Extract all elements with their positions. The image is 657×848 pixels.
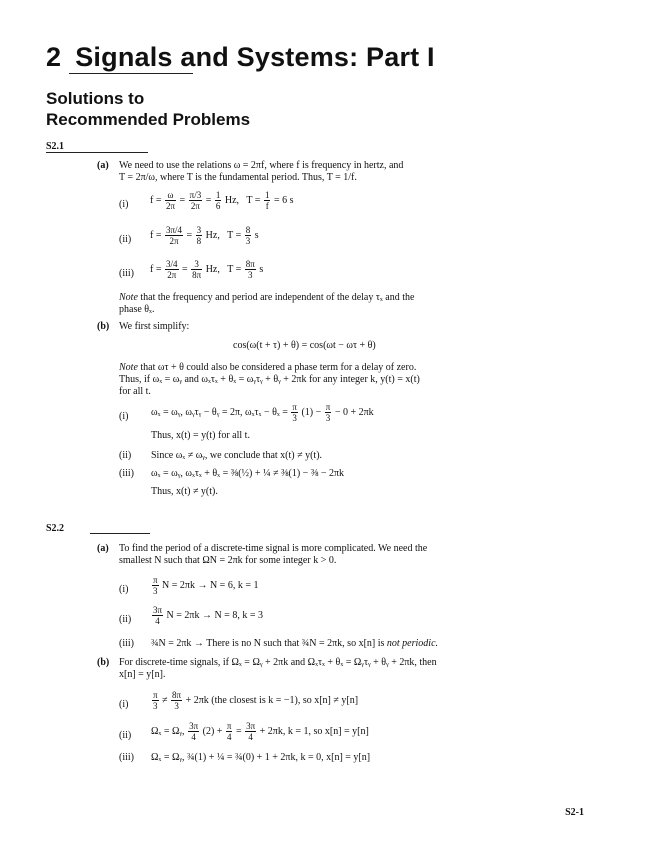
- chapter-title-text: Signals and Systems: Part I: [75, 42, 435, 72]
- text-line: We need to use the relations ω = 2πf, where f is frequency in hertz, and: [119, 160, 404, 171]
- denominator: 6: [215, 201, 221, 211]
- numerator: π: [226, 721, 232, 731]
- numerator: 8π: [245, 259, 255, 269]
- fraction: [245, 225, 252, 246]
- part-label: (a): [97, 160, 109, 171]
- eq-part: ¾N = 2πk → There is no N such that ¾N = 2πk, so x[n] is: [151, 638, 387, 649]
- item-label: (iii): [119, 638, 134, 649]
- text-line: Thus, x(t) ≠ y(t).: [151, 486, 218, 497]
- text-line: [151, 638, 438, 650]
- text-line: T = 2π/ω, where T is the fundamental period. Thus, T = 1/f.: [119, 172, 357, 183]
- part-label: (b): [97, 321, 110, 332]
- denominator: 2π: [167, 270, 177, 280]
- problem-label-s2-1: S2.1: [46, 141, 65, 152]
- problem-rule: [90, 533, 150, 534]
- denominator: 3: [325, 413, 331, 423]
- text-line: [119, 362, 416, 374]
- equation: [150, 190, 293, 211]
- denominator: 4: [155, 616, 160, 626]
- numerator: 1: [215, 190, 221, 200]
- eq-part: =: [205, 194, 212, 206]
- denominator: 4: [248, 732, 253, 742]
- text-line: x[n] = y[n].: [119, 669, 166, 680]
- eq-part: T =: [227, 263, 242, 275]
- text-line: Ωₓ = Ωᵧ, ¾(1) + ¼ = ¾(0) + 1 + 2πk, k = 0, x[n] = y[n]: [151, 752, 371, 763]
- item-label: (iii): [119, 752, 134, 763]
- eq-part: f =: [150, 194, 162, 206]
- numerator: π: [153, 690, 158, 700]
- denominator: 2π: [169, 236, 179, 246]
- eq-part: =: [179, 194, 186, 206]
- text-line: Since ωₓ ≠ ωᵧ, we conclude that x(t) ≠ y(t).: [151, 450, 323, 461]
- fraction: [291, 402, 298, 423]
- part-label: (b): [97, 657, 110, 668]
- numerator: 3π: [153, 605, 163, 615]
- equation: [151, 575, 258, 596]
- numerator: π: [292, 402, 297, 412]
- text-line: phase θₓ.: [119, 304, 155, 315]
- denominator: 8: [196, 236, 202, 246]
- denominator: 3: [248, 270, 253, 280]
- text-line: To find the period of a discrete-time signal is more complicated. We need the: [119, 543, 428, 554]
- numerator: 3π: [246, 721, 256, 731]
- denominator: 3: [174, 701, 179, 711]
- text-line: for all t.: [119, 386, 151, 397]
- title-underline: [69, 73, 193, 74]
- item-label: (ii): [119, 450, 132, 461]
- problem-rule: [46, 152, 148, 153]
- eq-part: − 0 + 2πk: [334, 406, 374, 418]
- numerator: 3π: [189, 721, 199, 731]
- eq-part: ≠: [162, 694, 168, 706]
- fraction: [264, 190, 271, 211]
- numerator: π: [153, 575, 158, 585]
- centered-equation: cos(ω(t + τ) + θ) = cos(ωt − ωτ + θ): [233, 340, 376, 351]
- note-text: that ωτ + θ could also be considered a phase term for a delay of zero.: [140, 362, 417, 373]
- chapter-number: 2: [46, 42, 62, 72]
- denominator: 4: [191, 732, 196, 742]
- fraction: [165, 259, 179, 280]
- fraction: [226, 721, 233, 742]
- text-line: Thus, if ωₓ = ωᵧ and ωₓτₓ + θₓ = ωᵧτᵧ + θᵧ + 2πk for any integer k, y(t) = x(t): [119, 374, 420, 385]
- item-label: (iii): [119, 268, 134, 279]
- text-line: Thus, x(t) = y(t) for all t.: [151, 430, 250, 441]
- note-label: Note: [119, 362, 138, 373]
- subtitle-line-2: Recommended Problems: [46, 110, 251, 129]
- equation: [151, 721, 369, 742]
- fraction: [188, 721, 199, 742]
- part-label: (a): [97, 543, 109, 554]
- item-label: (i): [119, 584, 129, 595]
- eq-part: Hz,: [205, 263, 220, 275]
- item-label: (ii): [119, 614, 132, 625]
- section-subtitle: [46, 88, 250, 130]
- denominator: f: [265, 201, 269, 211]
- item-label: (i): [119, 199, 129, 210]
- eq-part: + 2πk (the closest is k = −1), so x[n] ≠ y[n]: [185, 694, 359, 706]
- emphasis: not periodic.: [386, 638, 439, 649]
- numerator: 3/4: [165, 259, 178, 269]
- fraction: [215, 190, 222, 211]
- text-line: For discrete-time signals, if Ωₓ = Ωᵧ + 2πk and Ωₓτₓ + θₓ = Ωᵧτᵧ + θᵧ + 2πk, then: [119, 657, 437, 668]
- fraction: [165, 190, 176, 211]
- note-label: Note: [119, 292, 138, 303]
- page-number: S2-1: [565, 807, 584, 818]
- equation: [150, 259, 263, 280]
- eq-part: (1) −: [301, 406, 322, 418]
- eq-part: T =: [246, 194, 261, 206]
- eq-part: N = 2πk → N = 8, k = 3: [166, 609, 263, 621]
- fraction: [245, 721, 256, 742]
- eq-part: f =: [150, 229, 162, 241]
- numerator: π: [325, 402, 331, 412]
- fraction: [152, 690, 159, 711]
- equation: [150, 225, 259, 246]
- eq-part: Ωₓ = Ωᵧ,: [151, 725, 185, 737]
- note-text: that the frequency and period are independent of the delay τₓ and the: [140, 292, 415, 303]
- fraction: [189, 190, 203, 211]
- denominator: 2π: [165, 201, 176, 211]
- numerator: 3π/4: [165, 225, 183, 235]
- denominator: 8π: [192, 270, 202, 280]
- fraction: [171, 690, 182, 711]
- subtitle-line-1: Solutions to: [46, 89, 145, 108]
- eq-part: =: [186, 229, 193, 241]
- item-label: (i): [119, 411, 129, 422]
- item-label: (ii): [119, 730, 132, 741]
- numerator: 3: [196, 225, 202, 235]
- chapter-title: [46, 42, 435, 73]
- denominator: 3: [153, 701, 158, 711]
- eq-part: s: [259, 263, 264, 275]
- numerator: 1: [264, 190, 270, 200]
- equation: [151, 402, 374, 423]
- equation: [151, 690, 358, 711]
- fraction: [152, 605, 163, 626]
- fraction: [165, 225, 183, 246]
- denominator: 3: [245, 236, 251, 246]
- item-label: (iii): [119, 468, 134, 479]
- item-label: (i): [119, 699, 129, 710]
- eq-part: Hz,: [205, 229, 220, 241]
- eq-part: Hz,: [224, 194, 240, 206]
- denominator: 4: [226, 732, 232, 742]
- fraction: [196, 225, 203, 246]
- eq-part: s: [254, 229, 259, 241]
- fraction: [325, 402, 332, 423]
- item-label: (ii): [119, 234, 132, 245]
- eq-part: = 6 s: [273, 194, 294, 206]
- numerator: π/3: [189, 190, 202, 200]
- text-line: smallest N such that ΩN = 2πk for some integer k > 0.: [119, 555, 337, 566]
- fraction: [191, 259, 202, 280]
- denominator: 2π: [190, 201, 200, 211]
- fraction: [152, 575, 159, 596]
- numerator: ω: [165, 190, 176, 201]
- eq-part: =: [182, 263, 188, 275]
- eq-part: + 2πk, k = 1, so x[n] = y[n]: [259, 725, 369, 737]
- denominator: 3: [153, 586, 158, 596]
- text-line: [119, 292, 414, 304]
- equation: [151, 605, 263, 626]
- eq-part: T =: [227, 229, 242, 241]
- eq-part: =: [235, 725, 242, 737]
- text-line: ωₓ = ωᵧ, ωₓτₓ + θₓ = ⅜(½) + ¼ ≠ ⅜(1) − ⅜ − 2πk: [151, 468, 345, 479]
- text-line: We first simplify:: [119, 321, 190, 332]
- fraction: [245, 259, 256, 280]
- numerator: 8π: [172, 690, 182, 700]
- eq-part: f =: [150, 263, 162, 275]
- numerator: 3: [191, 259, 202, 270]
- denominator: 3: [292, 413, 297, 423]
- eq-part: ωₓ = ωᵧ, ωᵧτᵧ − θᵧ = 2π, ωₓτₓ − θₓ =: [151, 406, 288, 418]
- eq-part: N = 2πk → N = 6, k = 1: [162, 579, 259, 591]
- eq-part: (2) +: [202, 725, 223, 737]
- problem-label-s2-2: S2.2: [46, 523, 65, 534]
- numerator: 8: [245, 225, 251, 235]
